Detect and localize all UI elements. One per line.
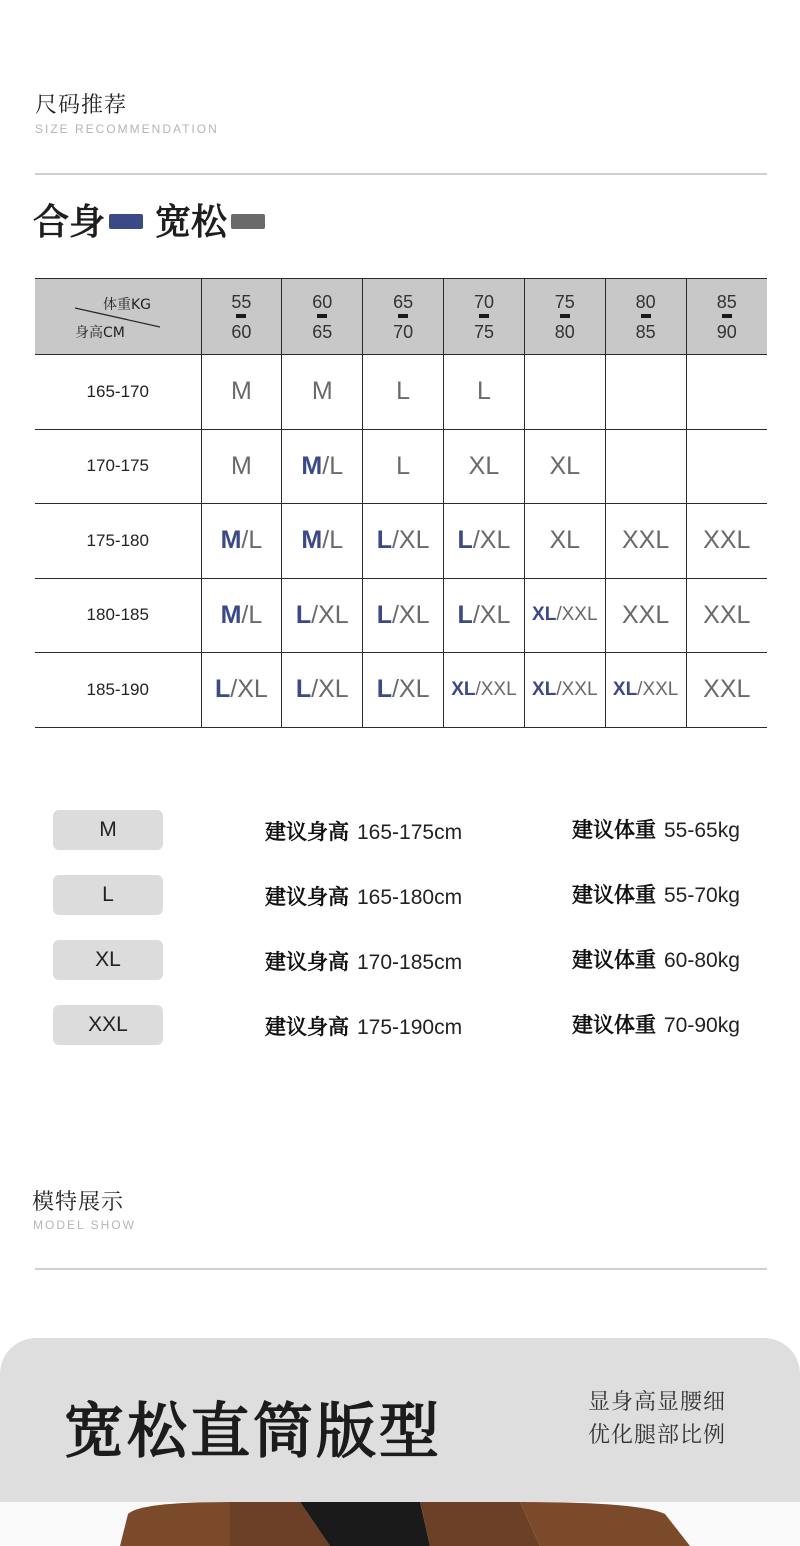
weight-column-header: 70 75	[444, 279, 525, 355]
recommended-height-label: 建议身高	[265, 1015, 349, 1039]
fit-legend	[33, 194, 265, 245]
size-cell-primary: M	[231, 451, 252, 480]
size-cell-primary: XL	[451, 678, 476, 700]
banner-tagline-line-2: 优化腿部比例	[588, 1423, 727, 1448]
size-cell	[201, 355, 282, 430]
size-cell-primary: L	[477, 377, 491, 406]
size-cell-secondary: /XL	[472, 526, 511, 555]
height-range-label: 180-185	[35, 578, 201, 653]
recommended-height-value: 165-180cm	[357, 886, 463, 909]
banner-title: 宽松直筒版型	[64, 1397, 442, 1467]
weight-column-header: 85 90	[686, 279, 767, 355]
size-cell	[363, 653, 444, 728]
size-cell	[363, 429, 444, 504]
recommended-weight	[572, 944, 740, 974]
recommended-weight-value: 60-80kg	[664, 949, 740, 972]
size-cell-primary: M	[301, 451, 323, 480]
recommended-height	[265, 946, 462, 976]
size-cell-primary: L	[295, 600, 312, 629]
size-cell-secondary: /L	[322, 451, 344, 480]
size-cell-secondary: /XXL	[556, 678, 598, 700]
size-cell-secondary: /XXL	[637, 678, 679, 700]
size-cell	[524, 355, 605, 430]
recommended-height	[265, 1011, 462, 1041]
size-cell	[282, 504, 363, 579]
recommended-height	[265, 881, 462, 911]
size-cell	[524, 429, 605, 504]
size-pill: L	[53, 875, 163, 915]
height-range-label: 185-190	[35, 653, 201, 728]
size-cell-primary: M	[220, 600, 242, 629]
size-pill: M	[53, 810, 163, 850]
weight-column-header: 75 80	[524, 279, 605, 355]
size-cell	[444, 429, 525, 504]
size-cell-primary: L	[457, 526, 473, 555]
size-cell	[605, 429, 686, 504]
size-cell	[524, 578, 605, 653]
size-cell	[524, 653, 605, 728]
recommended-weight-label: 建议体重	[572, 948, 656, 972]
height-range-label: 165-170	[35, 355, 201, 430]
recommended-weight-label: 建议体重	[572, 818, 656, 842]
size-cell	[363, 578, 444, 653]
size-cell	[201, 429, 282, 504]
recommended-weight	[572, 879, 740, 909]
size-cell-primary: L	[376, 526, 392, 555]
size-cell	[282, 429, 363, 504]
recommended-weight-label: 建议体重	[572, 883, 656, 907]
size-cell	[444, 578, 525, 653]
size-cell	[686, 653, 767, 728]
size-cell	[282, 355, 363, 430]
fit-swatch	[109, 214, 143, 229]
diagonal-divider	[35, 280, 201, 354]
size-pill: XXL	[53, 1005, 163, 1045]
size-cell-secondary: /XL	[230, 675, 268, 704]
recommended-weight	[572, 814, 740, 844]
recommended-height-value: 165-175cm	[357, 821, 463, 844]
weight-column-header: 65 70	[363, 279, 444, 355]
table-row	[35, 355, 767, 430]
recommended-weight-value: 55-65kg	[664, 819, 740, 842]
size-cell-primary: M	[301, 526, 323, 555]
size-cell	[201, 653, 282, 728]
model-coat-image	[0, 1502, 800, 1546]
size-cell-secondary: /XL	[391, 600, 430, 629]
table-row	[35, 429, 767, 504]
height-range-label: 170-175	[35, 429, 201, 504]
size-cell-primary: XL	[549, 451, 581, 480]
size-cell	[201, 504, 282, 579]
model-photo	[0, 1502, 800, 1546]
recommended-weight-value: 55-70kg	[664, 884, 740, 907]
size-cell-primary: XXL	[703, 675, 751, 704]
model-section-title: 模特展示	[32, 1190, 125, 1215]
size-cell-secondary: /XXL	[475, 678, 517, 700]
size-cell	[524, 504, 605, 579]
size-cell	[444, 653, 525, 728]
size-cell	[363, 355, 444, 430]
size-section-title: 尺码推荐	[35, 93, 128, 118]
size-pill: XL	[53, 940, 163, 980]
recommended-weight-value: 70-90kg	[664, 1014, 740, 1037]
table-header-row	[35, 279, 767, 355]
size-cell	[363, 504, 444, 579]
height-range-label: 175-180	[35, 504, 201, 579]
size-cell-primary: L	[396, 377, 411, 406]
size-cell-secondary: /XL	[391, 526, 430, 555]
size-cell	[686, 504, 767, 579]
size-cell-secondary: /XL	[472, 600, 511, 629]
size-cell	[444, 355, 525, 430]
size-cell	[605, 653, 686, 728]
size-cell	[282, 653, 363, 728]
size-section-subtitle: SIZE RECOMMENDATION	[35, 122, 219, 136]
size-cell-secondary: /XXL	[556, 604, 598, 626]
corner-height-label: 身高CM	[75, 324, 125, 341]
size-cell	[444, 504, 525, 579]
size-table	[35, 278, 767, 728]
size-cell-primary: M	[231, 377, 252, 406]
size-cell-primary: L	[376, 675, 392, 704]
size-cell-primary: XXL	[622, 600, 670, 629]
divider	[35, 173, 767, 175]
size-cell	[686, 355, 767, 430]
size-cell-primary: L	[457, 600, 473, 629]
size-cell-primary: XXL	[622, 526, 670, 555]
recommended-height-value: 175-190cm	[357, 1016, 463, 1039]
size-cell-secondary: /L	[241, 600, 263, 629]
size-cell	[686, 429, 767, 504]
size-cell-primary: XXL	[703, 526, 751, 555]
size-cell-secondary: /L	[322, 526, 344, 555]
weight-column-header: 80 85	[605, 279, 686, 355]
size-cell-primary: M	[220, 526, 242, 555]
weight-column-header: 55 60	[201, 279, 282, 355]
size-cell-primary: L	[396, 451, 411, 480]
banner-tagline	[588, 1386, 726, 1452]
size-cell	[282, 578, 363, 653]
loose-swatch	[231, 214, 265, 229]
size-cell	[605, 504, 686, 579]
size-cell-secondary: /L	[241, 526, 263, 555]
size-cell	[605, 578, 686, 653]
recommended-weight	[572, 1009, 740, 1039]
fit-legend-label-fit: 合身	[33, 202, 106, 243]
size-cell-secondary: /XL	[391, 675, 430, 704]
table-corner	[35, 279, 201, 355]
table-row	[35, 578, 767, 653]
banner-tagline-line-1: 显身高显腰细	[588, 1390, 727, 1415]
size-cell-primary: XL	[468, 451, 500, 480]
size-cell	[605, 355, 686, 430]
recommended-height	[265, 816, 462, 846]
recommended-height-label: 建议身高	[265, 820, 349, 844]
size-cell-secondary: /XL	[311, 600, 349, 629]
corner-weight-label: 体重KG	[103, 296, 152, 313]
divider	[35, 1268, 767, 1270]
recommended-height-label: 建议身高	[265, 950, 349, 974]
size-cell-secondary: /XL	[311, 675, 349, 704]
size-cell	[686, 578, 767, 653]
fit-legend-label-loose: 宽松	[155, 202, 228, 243]
recommended-height-label: 建议身高	[265, 885, 349, 909]
table-row	[35, 653, 767, 728]
table-row	[35, 504, 767, 579]
size-cell	[201, 578, 282, 653]
size-cell-primary: L	[376, 600, 392, 629]
size-cell-primary: M	[311, 377, 333, 406]
recommended-height-value: 170-185cm	[357, 951, 463, 974]
size-cell-primary: XL	[549, 526, 581, 555]
recommended-weight-label: 建议体重	[572, 1013, 656, 1037]
size-cell-primary: L	[295, 675, 312, 704]
size-cell-primary: XXL	[703, 600, 751, 629]
weight-column-header: 60 65	[282, 279, 363, 355]
size-cell-primary: XL	[532, 604, 557, 626]
size-cell-primary: XL	[612, 678, 638, 700]
size-cell-primary: L	[215, 675, 231, 704]
model-section-subtitle: MODEL SHOW	[33, 1218, 136, 1232]
size-cell-primary: XL	[532, 678, 557, 700]
